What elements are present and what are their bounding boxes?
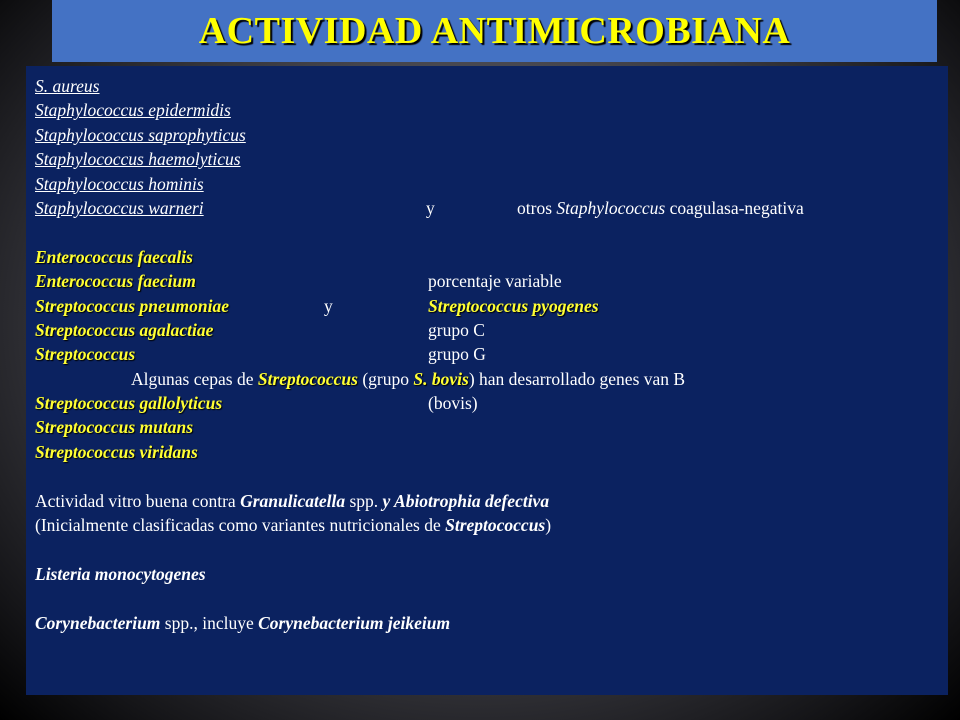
entero-line xyxy=(35,294,948,318)
van-b-text-2: (grupo xyxy=(357,368,414,389)
entero-line xyxy=(35,440,948,464)
coryne-jeikeium: Corynebacterium jeikeium xyxy=(258,612,451,633)
van-b-genus: Streptococcus xyxy=(257,368,358,389)
species-streptococcus: Streptococcus xyxy=(35,344,136,365)
other-staph-suffix: coagulasa-negativa xyxy=(665,197,804,218)
staph-line xyxy=(35,123,948,147)
other-staph-prefix: otros xyxy=(517,197,557,218)
staph-line xyxy=(35,147,948,171)
coryne-genus: Corynebacterium xyxy=(35,612,161,633)
slide-title: ACTIVIDAD ANTIMICROBIANA xyxy=(198,10,791,52)
staph-line xyxy=(35,196,948,220)
spacer xyxy=(35,220,948,244)
conjunction-y: y xyxy=(426,197,435,218)
activity-abiotrophia: y Abiotrophia defectiva xyxy=(382,490,550,511)
other-staph-genus: Staphylococcus xyxy=(556,197,666,218)
activity-line xyxy=(35,513,948,537)
bovis-note: (bovis) xyxy=(428,393,478,414)
classification-genus: Streptococcus xyxy=(445,515,546,536)
staph-line xyxy=(35,98,948,122)
entero-line xyxy=(35,269,948,293)
species-s-saprophyticus: Staphylococcus saprophyticus xyxy=(35,124,246,145)
spacer xyxy=(35,537,948,561)
species-s-gallolyticus: Streptococcus gallolyticus xyxy=(35,393,223,414)
listeria-line xyxy=(35,562,948,586)
species-s-epidermidis: Staphylococcus epidermidis xyxy=(35,100,231,121)
conjunction-y: y xyxy=(324,295,333,316)
entero-line xyxy=(35,391,948,415)
activity-text-2: spp. xyxy=(345,490,383,511)
species-e-faecalis: Enterococcus faecalis xyxy=(35,246,193,267)
species-s-aureus: S. aureus xyxy=(35,76,100,96)
spacer xyxy=(35,464,948,488)
entero-line xyxy=(35,245,948,269)
group-g-note: grupo G xyxy=(428,344,486,365)
species-s-hominis: Staphylococcus hominis xyxy=(35,173,204,194)
classification-text-2: ) xyxy=(545,515,552,536)
species-s-agalactiae: Streptococcus agalactiae xyxy=(35,319,214,340)
variable-percentage-note: porcentaje variable xyxy=(428,271,562,292)
species-listeria: Listeria monocytogenes xyxy=(35,563,206,584)
spacer xyxy=(35,586,948,610)
species-s-pyogenes: Streptococcus pyogenes xyxy=(428,295,599,316)
van-b-species: S. bovis xyxy=(413,368,469,389)
content-panel xyxy=(26,66,948,695)
title-bar xyxy=(52,0,937,62)
activity-genus-granulicatella: Granulicatella xyxy=(240,490,346,511)
group-c-note: grupo C xyxy=(428,319,485,340)
van-b-note xyxy=(35,367,948,391)
van-b-text-3: ) han desarrollado genes van B xyxy=(468,368,686,389)
staph-line xyxy=(35,74,948,98)
staph-line xyxy=(35,172,948,196)
entero-line xyxy=(35,342,948,366)
species-s-pneumoniae: Streptococcus pneumoniae xyxy=(35,295,229,316)
species-e-faecium: Enterococcus faecium xyxy=(35,271,196,292)
entero-line xyxy=(35,318,948,342)
coryne-line xyxy=(35,611,948,635)
species-s-haemolyticus: Staphylococcus haemolyticus xyxy=(35,149,241,170)
species-s-viridans: Streptococcus viridans xyxy=(35,441,198,462)
activity-line xyxy=(35,489,948,513)
classification-text-1: (Inicialmente clasificadas como variantes nutricionales de xyxy=(35,515,446,536)
species-s-mutans: Streptococcus mutans xyxy=(35,417,194,438)
activity-text-1: Actividad vitro buena contra xyxy=(35,490,241,511)
van-b-text-1: Algunas cepas de xyxy=(131,368,258,389)
coryne-text: spp., incluye xyxy=(160,612,259,633)
entero-line xyxy=(35,415,948,439)
species-s-warneri: Staphylococcus warneri xyxy=(35,197,204,218)
other-staph-note xyxy=(517,196,804,220)
